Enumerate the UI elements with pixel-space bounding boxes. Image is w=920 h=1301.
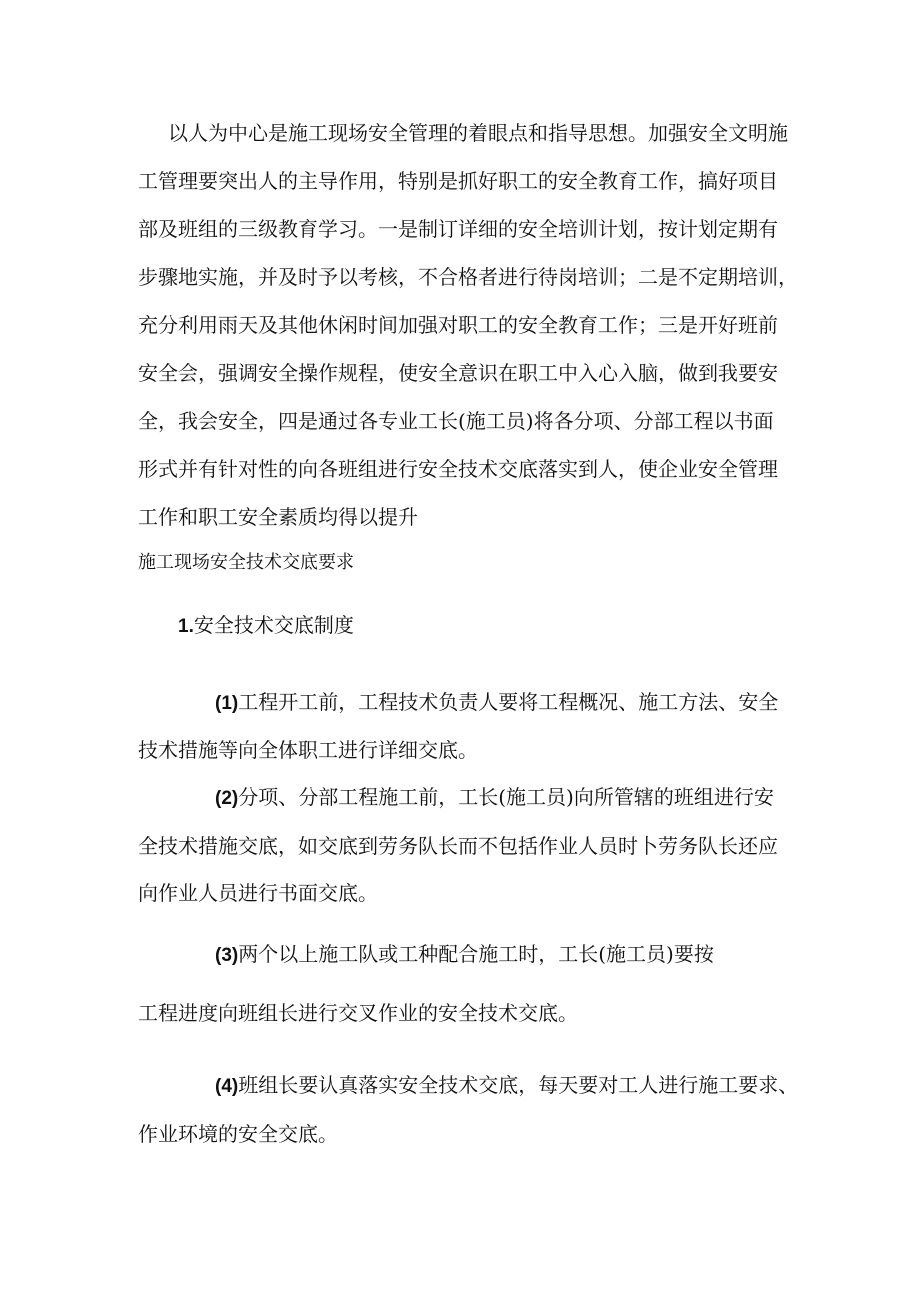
item-number: (4) [215,1076,239,1097]
item-line: 技术措施等向全体职工进行详细交底。 [138,738,478,762]
intro-line: 以人为中心是施工现场安全管理的着眼点和指导思想。加强安全文明施 [168,121,788,145]
item-line: 工程进度向班组长进行交叉作业的安全技术交底。 [138,1001,578,1025]
item-number: (2) [215,788,239,809]
item-first-line [215,689,778,715]
item-line: 向作业人员进行书面交底。 [138,881,378,905]
item-line: 作业环境的安全交底。 [138,1122,338,1146]
item-first-line [215,941,714,967]
item-first-line [215,1072,798,1098]
subsection-heading [178,612,354,638]
subsection-title: 安全技术交底制度 [193,613,354,637]
intro-line: 步骤地实施，并及时予以考核，不合格者进行待岗培训；二是不定期培训， [138,265,798,289]
item-text: 班组长要认真落实安全技术交底，每天要对工人进行施工要求、 [238,1073,799,1097]
intro-line: 安全会，强调安全操作规程，使安全意识在职工中入心入脑，做到我要安 [138,361,778,385]
intro-line: 形式并有针对性的向各班组进行安全技术交底落实到人，使企业安全管理 [138,457,778,481]
intro-line: 充分利用雨天及其他休闲时间加强对职工的安全教育工作；三是开好班前 [138,313,778,337]
intro-line: 全，我会安全，四是通过各专业工长(施工员)将各分项、分部工程以书面 [138,409,774,433]
item-line: 全技术措施交底，如交底到劳务队长而不包括作业人员时卜劳务队长还应 [138,834,778,858]
item-text: 两个以上施工队或工种配合施工时，工长(施工员)要按 [238,942,714,966]
section-heading: 施工现场安全技术交底要求 [138,552,354,573]
item-number: (1) [215,693,239,714]
intro-line: 部及班组的三级教育学习。一是制订详细的安全培训计划，按计划定期有 [138,217,778,241]
item-text: 工程开工前，工程技术负责人要将工程概况、施工方法、安全 [238,690,779,714]
subsection-number: 1. [178,616,194,637]
item-number: (3) [215,945,239,966]
intro-line: 工管理要突出人的主导作用，特别是抓好职工的安全教育工作，搞好项目 [138,169,778,193]
item-first-line [215,784,774,810]
intro-line: 工作和职工安全素质均得以提升 [138,505,418,529]
item-text: 分项、分部工程施工前，工长(施工员)向所管辖的班组进行安 [238,785,774,809]
